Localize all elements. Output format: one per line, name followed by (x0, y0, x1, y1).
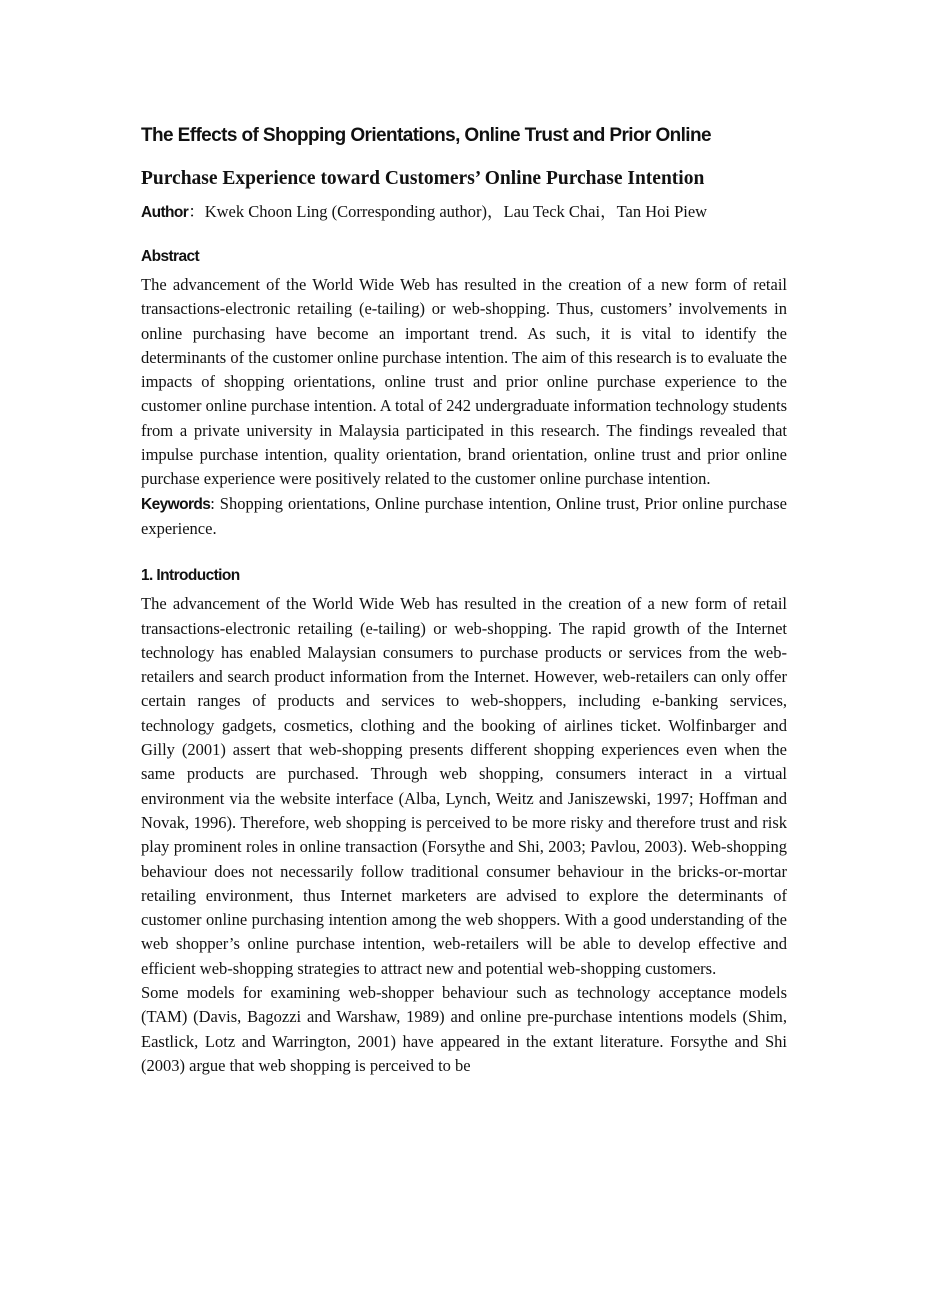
paper-title-line-1: The Effects of Shopping Orientations, Online Trust and Prior Online (141, 125, 711, 146)
introduction-heading: 1. Introduction (141, 567, 240, 585)
author-names: Kwek Choon Ling (Corresponding author)，Lau Teck Chai，Tan Hoi Piew (204, 202, 708, 221)
introduction-paragraph-2: Some models for examining web-shopper behaviour such as technology acceptance models (TAM) (Davis, Bagozzi and Warshaw, 1989) and online pre-purchase intentions models (Shim, Eastlick, Lotz and Warrington, 2001) have appeared in the extant literature. Forsythe and Shi (2003) argue that web shopping is perceived to be (141, 983, 787, 1075)
author-label: Author (141, 204, 189, 221)
keywords-label: Keywords (141, 495, 211, 513)
abstract-text: The advancement of the World Wide Web has resulted in the creation of a new form of retail transactions-electronic retailing (e-tailing) or web-shopping. Thus, customers’ involvements in online purchasing have become an important trend. As such, it is vital to identify the determinants of the customer online purchase intention. The aim of this research is to evaluate the impacts of shopping orientations, online trust and prior online purchase experience to the customer online purchase intention. A total of 242 undergraduate information technology students from a private university in Malaysia participated in this research. The findings revealed that impulse purchase intention, quality orientation, brand orientation, online trust and prior online purchase experience were positively related to the customer online purchase intention. (141, 275, 787, 489)
author-separator: ： (188, 202, 205, 221)
author-line (141, 200, 787, 225)
keywords-line (141, 492, 787, 542)
introduction-paragraph-1: The advancement of the World Wide Web has resulted in the creation of a new form of retail transactions-electronic retailing (e-tailing) or web-shopping. The rapid growth of the Internet technology has enabled Malaysian consumers to purchase products or services from the web-retailers and search product information from the Internet. However, web-retailers can only offer certain ranges of products and services to web-shoppers, including e-banking services, technology gadgets, cosmetics, clothing and the booking of airlines ticket. Wolfinbarger and Gilly (2001) assert that web-shopping presents different shopping experiences even when the same products are purchased. Through web shopping, consumers interact in a virtual environment via the website interface (Alba, Lynch, Weitz and Janiszewski, 1997; Hoffman and Novak, 1996). Therefore, web shopping is perceived to be more risky and therefore trust and risk play prominent roles in online transaction (Forsythe and Shi, 2003; Pavlou, 2003). Web-shopping behaviour does not necessarily follow traditional consumer behaviour in the bricks-or-mortar retailing environment, thus Internet marketers are advised to explore the determinants of customer online purchasing intention among the web shoppers. With a good understanding of the web shopper’s online purchase intention, web-retailers will be able to develop effective and efficient web-shopping strategies to attract new and potential web-shopping customers. (141, 594, 787, 978)
paper-page (141, 121, 787, 1078)
keywords-text: : Shopping orientations, Online purchase intention, Online trust, Prior online purchase experience. (141, 493, 787, 538)
paper-title-line-2: Purchase Experience toward Customers’ Online Purchase Intention (141, 168, 705, 189)
abstract-heading: Abstract (141, 248, 200, 265)
